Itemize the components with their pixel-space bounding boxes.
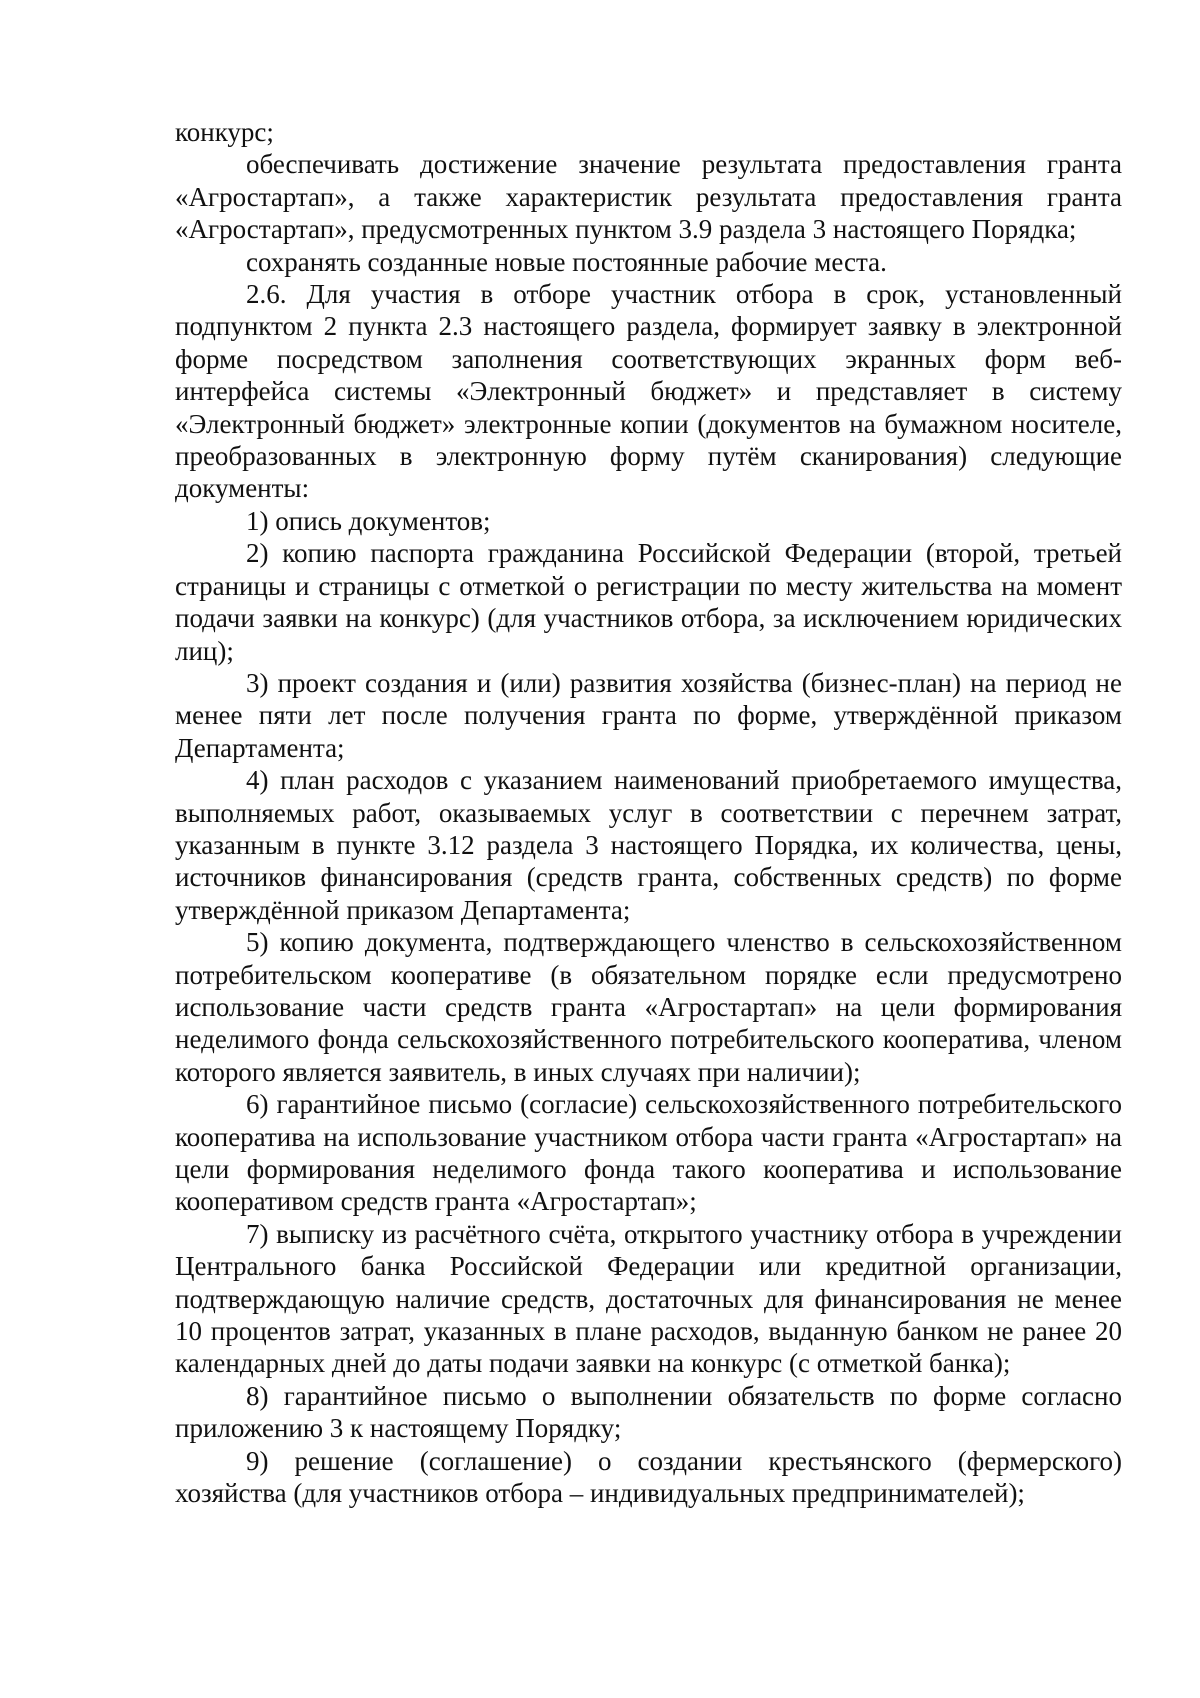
- paragraph-obligation-result: обеспечивать достижение значение результата предоставления гранта «Агростартап», а также характеристик результата предоставления гранта «Агростартап», предусмотренных пунктом 3.9 раздела 3 настоящего Порядка;: [175, 149, 1122, 245]
- list-item-9: 9) решение (соглашение) о создании крестьянского (фермерского) хозяйства (для участников отбора – индивидуальных предпринимателей);: [175, 1445, 1122, 1509]
- paragraph-continuation: конкурс;: [175, 117, 274, 147]
- list-item-1: 1) опись документов;: [246, 505, 491, 536]
- list-item-2: 2) копию паспорта гражданина Российской Федерации (второй, третьей страницы и страницы с отметкой о регистрации по месту жительства на момент подачи заявки на конкурс) (для участников отбора, за исключением юридических лиц);: [175, 538, 1122, 666]
- list-item-4: 4) план расходов с указанием наименований приобретаемого имущества, выполняемых работ, оказываемых услуг в соответствии с перечнем затрат, указанным в пункте 3.12 раздела 3 настоящего Порядка, их количества, цены, источников финансирования (средств гранта, собственных средств) по форме утверждённой приказом Департамента;: [175, 765, 1122, 925]
- list-item-5: 5) копию документа, подтверждающего членство в сельскохозяйственном потребительском кооперативе (в обязательном порядке если предусмотрено использование части средств гранта «Агростартап» на цели формирования неделимого фонда сельскохозяйственного потребительского кооператива, членом которого является заявитель, в иных случаях при наличии);: [175, 927, 1122, 1087]
- list-item-6: 6) гарантийное письмо (согласие) сельскохозяйственного потребительского кооператива на использование участником отбора части гранта «Агростартап» на цели формирования неделимого фонда такого кооператива и использование кооперативом средств гранта «Агростартап»;: [175, 1089, 1122, 1217]
- paragraph-obligation-jobs: сохранять созданные новые постоянные рабочие места.: [246, 246, 887, 277]
- paragraph-section-2-6: 2.6. Для участия в отборе участник отбора в срок, установленный подпунктом 2 пункта 2.3 настоящего раздела, формирует заявку в электронной форме посредством заполнения соответствующих экранных форм веб-интерфейса системы «Электронный бюджет» и представляет в систему «Электронный бюджет» электронные копии (документов на бумажном носителе, преобразованных в электронную форму путём сканирования) следующие документы:: [175, 279, 1122, 504]
- list-item-7: 7) выписку из расчётного счёта, открытого участнику отбора в учреждении Центрального банка Российской Федерации или кредитной организации, подтверждающую наличие средств, достаточных для финансирования не менее 10 процентов затрат, указанных в плане расходов, выданную банком не ранее 20 календарных дней до даты подачи заявки на конкурс (с отметкой банка);: [175, 1218, 1122, 1379]
- list-item-3: 3) проект создания и (или) развития хозяйства (бизнес-план) на период не менее пяти лет после получения гранта по форме, утверждённой приказом Департамента;: [175, 667, 1122, 763]
- document-page: [175, 116, 1122, 1509]
- list-item-8: 8) гарантийное письмо о выполнении обязательств по форме согласно приложению 3 к настоящему Порядку;: [175, 1380, 1122, 1444]
